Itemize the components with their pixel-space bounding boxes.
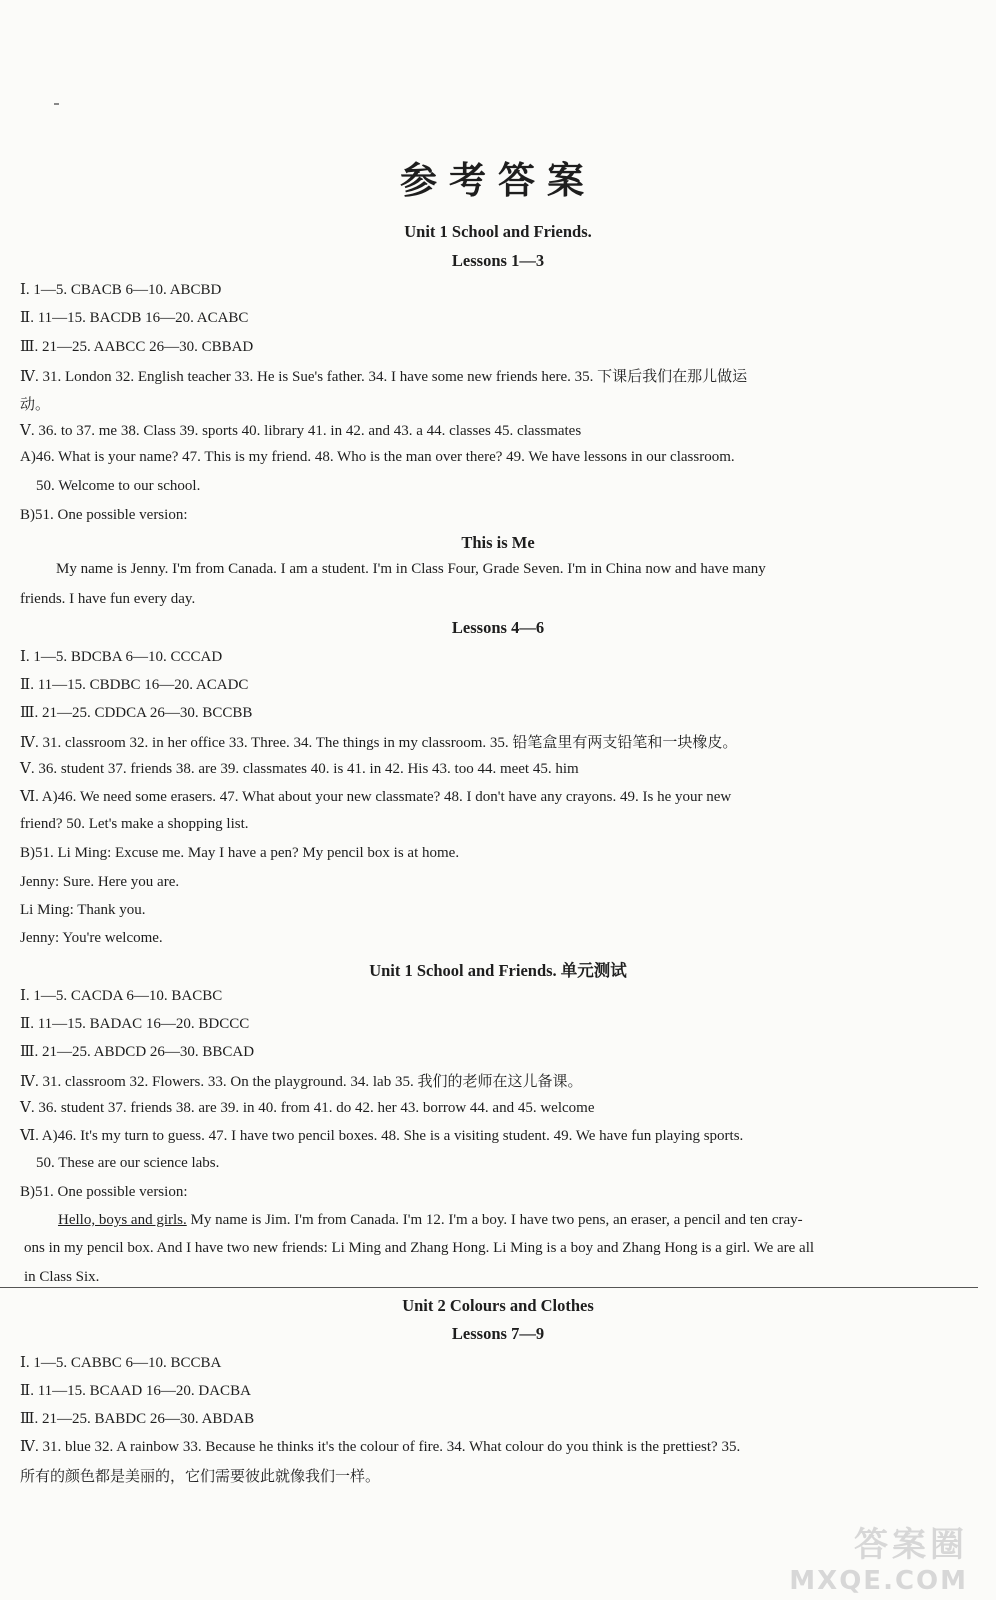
answer-line: A)46. What is your name? 47. This is my friend. 48. Who is the man over there? 49. We have lessons in our classroom. (20, 449, 735, 465)
answer-line: Ⅴ. 36. student 37. friends 38. are 39. in 40. from 41. do 42. her 43. borrow 44. and 45. welcome (20, 1100, 595, 1116)
answer-line: Jenny: You're welcome. (20, 930, 163, 946)
unit1-test-heading: Unit 1 School and Friends. 单元测试 (369, 961, 627, 980)
answer-line: Ⅳ. 31. London 32. English teacher 33. He is Sue's father. 34. I have some new friends here. 35. 下课后我们在那儿做运 (20, 369, 748, 385)
essay-line: in Class Six. (24, 1269, 100, 1285)
essay-line: friends. I have fun every day. (20, 591, 196, 607)
watermark-url: MXQE.COM (789, 1566, 968, 1596)
answer-line: Ⅵ. A)46. We need some erasers. 47. What about your new classmate? 48. I don't have any crayons. 49. Is he your new (20, 789, 732, 805)
answer-line: Ⅰ. 1—5. CBACB 6—10. ABCBD (20, 282, 222, 298)
answer-line: Ⅳ. 31. classroom 32. Flowers. 33. On the playground. 34. lab 35. 我们的老师在这儿备课。 (20, 1074, 583, 1090)
essay-line: ons in my pencil box. And I have two new friends: Li Ming and Zhang Hong. Li Ming is a boy and Zhang Hong is a girl. We are all (24, 1240, 815, 1256)
answer-line: Ⅴ. 36. to 37. me 38. Class 39. sports 40. library 41. in 42. and 43. a 44. classes 45. classmates (20, 423, 582, 439)
answer-line: Ⅴ. 36. student 37. friends 38. are 39. classmates 40. is 41. in 42. His 43. too 44. meet 45. him (20, 761, 579, 777)
answer-line: 动。 (20, 397, 51, 413)
answer-line: Ⅲ. 21—25. AABCC 26—30. CBBAD (20, 339, 254, 355)
unit2-heading: Unit 2 Colours and Clothes (402, 1296, 594, 1315)
answer-line: B)51. Li Ming: Excuse me. May I have a pen? My pencil box is at home. (20, 845, 460, 861)
answer-line: Ⅲ. 21—25. CDDCA 26—30. BCCBB (20, 705, 253, 721)
lessons-1-3-heading: Lessons 1—3 (451, 251, 545, 270)
essay-line (58, 1212, 803, 1229)
answer-line: Jenny: Sure. Here you are. (20, 874, 180, 890)
answer-line: Ⅳ. 31. blue 32. A rainbow 33. Because he thinks it's the colour of fire. 34. What colour do you think is the prettiest? 35. (20, 1439, 741, 1455)
essay-text: My name is Jim. I'm from Canada. I'm 12. I'm a boy. I have two pens, an eraser, a pencil and ten cray- (186, 1212, 803, 1228)
answer-line: 50. These are our science labs. (36, 1155, 220, 1171)
answer-line: Ⅰ. 1—5. CACDA 6—10. BACBC (20, 988, 223, 1004)
answer-line: Ⅰ. 1—5. CABBC 6—10. BCCBA (20, 1355, 222, 1371)
answer-line: B)51. One possible version: (20, 1184, 188, 1200)
answer-line: Ⅳ. 31. classroom 32. in her office 33. Three. 34. The things in my classroom. 35. 铅笔盒里有两支铅笔和一块橡皮。 (20, 735, 738, 751)
answer-line: Ⅱ. 11—15. BCAAD 16—20. DACBA (20, 1383, 251, 1399)
answer-line: Ⅰ. 1—5. BDCBA 6—10. CCCAD (20, 649, 223, 665)
answer-line: Ⅱ. 11—15. BADAC 16—20. BDCCC (20, 1016, 250, 1032)
answer-line: Ⅲ. 21—25. ABDCD 26—30. BBCAD (20, 1044, 255, 1060)
watermark-text: 答案圈 (854, 1525, 968, 1565)
essay1-title: This is Me (461, 533, 535, 552)
answer-line: Ⅲ. 21—25. BABDC 26—30. ABDAB (20, 1411, 255, 1427)
answer-line: friend? 50. Let's make a shopping list. (20, 816, 249, 832)
essay-greeting: Hello, boys and girls. (58, 1212, 187, 1228)
answer-line: Ⅱ. 11—15. CBDBC 16—20. ACADC (20, 677, 249, 693)
lessons-4-6-heading: Lessons 4—6 (451, 618, 545, 637)
watermark (789, 1517, 968, 1596)
answer-line: 所有的颜色都是美丽的，它们需要彼此就像我们一样。 (20, 1469, 381, 1485)
page-title: 参考答案 (400, 158, 596, 202)
essay-line: My name is Jenny. I'm from Canada. I am a student. I'm in Class Four, Grade Seven. I'm in China now and have many (56, 561, 766, 577)
unit1-heading: Unit 1 School and Friends. (404, 222, 592, 241)
answer-line: B)51. One possible version: (20, 507, 188, 523)
scan-speck (54, 103, 59, 105)
answer-line: Ⅵ. A)46. It's my turn to guess. 47. I have two pencil boxes. 48. She is a visiting student. 49. We have fun playing sports. (20, 1128, 744, 1144)
answer-line: 50. Welcome to our school. (36, 478, 201, 494)
lessons-7-9-heading: Lessons 7—9 (451, 1324, 545, 1343)
answer-line: Li Ming: Thank you. (20, 902, 146, 918)
answer-line: Ⅱ. 11—15. BACDB 16—20. ACABC (20, 310, 249, 326)
page-fold-line (0, 1287, 978, 1288)
